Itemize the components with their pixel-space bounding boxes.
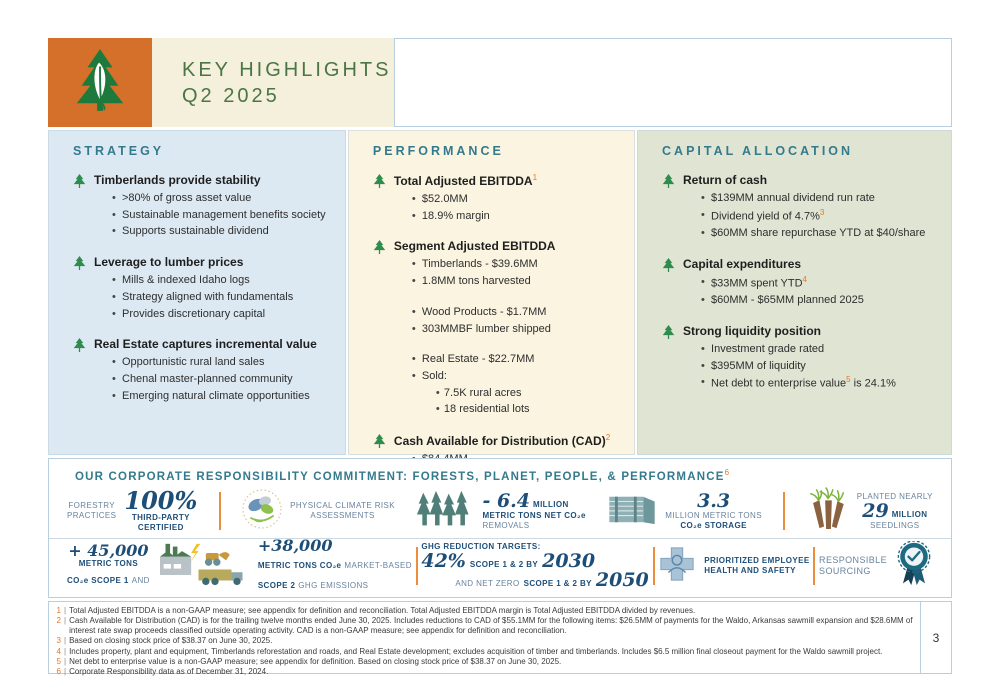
- orange-divider: [416, 547, 418, 585]
- bullet-item: • Sold: • 7.5K rural acres • 18 residential lots: [412, 368, 556, 418]
- tree-bullet-icon: [73, 255, 86, 322]
- item-title: Return of cash: [683, 173, 768, 187]
- footnote-number: 3: [56, 636, 61, 646]
- footnote-separator: |: [64, 656, 67, 666]
- bullet-item: • Wood Products - $1.7MM: [412, 304, 556, 321]
- footnote-ref-4: 4: [802, 274, 807, 284]
- bullet-list: [394, 191, 537, 224]
- seedlings-icon: [807, 487, 849, 536]
- footnote-number: 2: [56, 616, 61, 626]
- bullet-item: • Sustainable management benefits society: [112, 207, 326, 224]
- item-body: [683, 173, 925, 242]
- footnote-ref-2: 2: [605, 433, 611, 443]
- orange-divider: [783, 492, 785, 530]
- footnote: [53, 606, 914, 616]
- footnote-number: 6: [56, 666, 61, 676]
- responsibility-section: [48, 458, 952, 598]
- bullet-list: [94, 272, 293, 322]
- bullet-list: [394, 256, 556, 418]
- bullet-item: • >80% of gross asset value: [112, 190, 326, 207]
- footnote-ref-5: 5: [846, 375, 851, 385]
- highlight-columns: [48, 130, 952, 455]
- bullet-list: [94, 190, 326, 240]
- lumber-stack-icon: [607, 492, 657, 531]
- bullet-item: • $139MM annual dividend run rate: [701, 190, 925, 207]
- bullet-item: • 303MMBF lumber shipped: [412, 321, 556, 338]
- footnote-text: Net debt to enterprise value is a non-GAAP measure; see appendix for definition. Based on closing stock price of $38.37 on June 30, 2025.: [69, 656, 562, 666]
- footnote-number: 4: [56, 646, 61, 656]
- page-number: 3: [920, 602, 951, 673]
- bullet-item: • $395MM of liquidity: [701, 358, 896, 375]
- factory-truck-icon: [158, 542, 250, 591]
- item-title: Segment Adjusted EBITDDA: [393, 239, 556, 254]
- footnote: [53, 657, 914, 667]
- forestry-label: FORESTRY PRACTICES: [67, 501, 117, 521]
- footnote-list: [49, 602, 920, 676]
- bullet-item: • 18.9% margin: [412, 208, 537, 225]
- co2-removals-text: - 6.4 MILLION METRIC TONS NET CO₂e REMOVALS: [482, 489, 586, 530]
- highlight-item: [73, 173, 331, 240]
- item-title: Total Adjusted EBITDDA$^1$: [393, 173, 538, 188]
- badge-responsible-sourcing: [819, 541, 933, 592]
- bullet-item: • Opportunistic rural land sales: [112, 354, 317, 371]
- bullet-item: • 1.8MM tons harvested: [412, 273, 556, 290]
- seedlings-text: PLANTED NEARLY 29 MILLION SEEDLINGS: [856, 491, 933, 530]
- responsible-sourcing-text: RESPONSIBLE SOURCING: [819, 555, 887, 577]
- badge-co2-removals: [416, 489, 585, 534]
- item-title: Leverage to lumber prices: [94, 255, 244, 270]
- item-body: [94, 173, 326, 240]
- tree-bullet-icon: [373, 239, 386, 418]
- bullet-list: [683, 341, 896, 393]
- title-box: [152, 38, 394, 127]
- footnote-text: Total Adjusted EBITDDA is a non-GAAP measure; see appendix for definition and reconciliation. Total Adjusted EBITDDA margin is Total Adjusted EBITDDA divided by revenues.: [69, 606, 696, 615]
- bullet-list: [683, 190, 925, 242]
- orange-divider: [653, 547, 655, 585]
- bullet-item: • Chenal master-planned community: [112, 371, 317, 388]
- item-body: [683, 324, 896, 393]
- bullet-item: • Timberlands - $39.6MM: [412, 256, 556, 273]
- sub-bullet-item: • 7.5K rural acres: [436, 385, 556, 402]
- responsibility-title-text: OUR CORPORATE RESPONSIBILITY COMMITMENT: FORESTS, PLANET, PEOPLE, & PERFORMANCE: [75, 470, 725, 483]
- badge-co2-storage: [607, 489, 762, 531]
- footnote-separator: |: [64, 636, 67, 646]
- highlight-item: [662, 173, 937, 242]
- badge-employee-health: [658, 545, 809, 588]
- highlight-item: [373, 173, 620, 224]
- highlight-item: [73, 337, 331, 404]
- orange-divider: [219, 492, 221, 530]
- column-performance: [348, 130, 635, 455]
- footnote-text: Includes property, plant and equipment, Timberlands reforestation and roads, and Real Estate development; excludes acquisition of timber and timberlands. Includes $6.5 million final closeout payment for the Waldo sawmill project.: [69, 646, 883, 656]
- footnote-number: 5: [56, 656, 61, 666]
- badge-ghg-targets: [421, 542, 648, 590]
- footnote-text: Corporate Responsibility data as of December 31, 2024.: [69, 666, 269, 676]
- column-heading-performance: PERFORMANCE: [372, 144, 504, 158]
- bullet-item: • $52.0MM: [412, 191, 537, 208]
- bullet-item: • Emerging natural climate opportunities: [112, 388, 317, 405]
- footnote-text: Cash Available for Distribution (CAD) is for the trailing twelve months ended June 30, 2025. Includes reductions to CAD of $55.1MM for the following items: $26.5MM of payments for the Waldo, Arkansas sawmill expansion and $28.6MM of interest rate swap proceeds classified outside operating activity. CAD is a non-GAAP measure; see appendix for definition and reconciliation.: [69, 616, 913, 636]
- ghg-targets-text: GHG REDUCTION TARGETS: 42% SCOPE 1 & 2 BY 2030 AND NET ZERO SCOPE 1 & 2 BY 2050: [421, 542, 649, 592]
- responsibility-row-2: [49, 538, 951, 594]
- sub-bullet-list: [422, 385, 556, 418]
- item-body: [94, 255, 293, 322]
- bullet-item: • Strategy aligned with fundamentals: [112, 289, 293, 306]
- employee-health-text: PRIORITIZED EMPLOYEE HEALTH AND SAFETY: [704, 556, 810, 576]
- footnotes-section: [48, 601, 952, 674]
- header-spacer: [394, 38, 952, 127]
- bullet-item: • Dividend yield of 4.7%$^3$: [701, 207, 925, 225]
- climate-risk-text: PHYSICAL CLIMATE RISK ASSESSMENTS: [290, 501, 396, 521]
- bullet-item: • $33MM spent YTD$^4$: [701, 274, 864, 292]
- item-title: Strong liquidity position: [683, 323, 821, 338]
- footnote-separator: |: [64, 606, 67, 615]
- footnote-separator: |: [64, 616, 67, 626]
- badge-ghg-emissions: [67, 538, 412, 594]
- tree-bullet-icon: [662, 173, 675, 242]
- item-body: [94, 337, 317, 404]
- footnote-number: 1: [56, 606, 61, 615]
- item-title: Cash Available for Distribution (CAD)$^2$: [393, 433, 611, 449]
- highlight-item: [373, 239, 620, 418]
- leaves-hand-icon: [242, 489, 282, 534]
- tree-bullet-icon: [373, 173, 386, 224]
- forestry-certified-text: 100% THIRD-PARTY CERTIFIED: [124, 486, 198, 533]
- bullet-list: [94, 354, 317, 404]
- column-heading-capital-allocation: CAPITAL ALLOCATION: [662, 144, 854, 158]
- slide-subtitle: Q2 2025: [182, 84, 280, 107]
- tree-bullet-icon: [73, 173, 86, 240]
- footnote: [53, 616, 914, 636]
- badge-forestry-certified: [67, 486, 198, 533]
- badge-seedlings: [807, 487, 933, 536]
- responsibility-row-1: [49, 485, 951, 538]
- bullet-item: • Mills & indexed Idaho logs: [112, 272, 293, 289]
- column-capital-allocation: [637, 130, 952, 455]
- footnote-ref-1: 1: [532, 173, 538, 182]
- footnote: [53, 667, 914, 677]
- bullet-item: • Investment grade rated: [701, 341, 896, 358]
- orange-divider: [813, 547, 815, 585]
- highlight-item: [662, 257, 937, 309]
- header: [48, 38, 952, 127]
- footnote-separator: |: [64, 666, 67, 676]
- badge-climate-risk: [242, 489, 395, 534]
- tree-bullet-icon: [73, 337, 86, 404]
- sub-bullet-item: • 18 residential lots: [436, 401, 556, 418]
- footnote-ref-6: 6: [724, 468, 731, 477]
- forest-trees-icon: [416, 489, 474, 534]
- tree-bullet-icon: [662, 257, 675, 309]
- pine-tree-logo-icon: [71, 47, 129, 118]
- slide-title: KEY HIGHLIGHTS: [182, 58, 392, 81]
- scope1-text: + 45,000 METRIC TONS CO₂e SCOPE 1 AND: [67, 541, 150, 586]
- footnote: [53, 647, 914, 657]
- company-logo: [48, 38, 152, 127]
- bullet-item: • $60MM share repurchase YTD at $40/share: [701, 225, 925, 242]
- responsibility-title: [49, 459, 951, 485]
- column-heading-strategy: STRATEGY: [73, 144, 165, 158]
- footnote-text: Based on closing stock price of $38.37 on June 30, 2025.: [69, 636, 273, 646]
- bullet-item: • Supports sustainable dividend: [112, 223, 326, 240]
- tree-bullet-icon: [662, 324, 675, 393]
- footnote-ref-3: 3: [819, 207, 825, 217]
- award-ribbon-icon: [895, 541, 933, 592]
- highlight-item: [73, 255, 331, 322]
- bullet-item: • Real Estate - $22.7MM: [412, 351, 556, 368]
- co2-storage-text: 3.3 MILLION METRIC TONS CO₂e STORAGE: [665, 489, 762, 530]
- bullet-item: • $60MM - $65MM planned 2025: [701, 292, 864, 309]
- item-body: [394, 239, 556, 418]
- item-title: Capital expenditures: [683, 256, 802, 271]
- scope2-text: +38,000 METRIC TONS CO₂e MARKET-BASED SCOPE 2 GHG EMISSIONS: [257, 536, 412, 591]
- highlight-item: [662, 324, 937, 393]
- bullet-item: • Net debt to enterprise value$^5$ is 24.1%: [701, 374, 896, 392]
- footnote: [53, 636, 914, 646]
- item-body: [394, 173, 537, 224]
- bullet-list: [683, 274, 864, 309]
- footnote-separator: |: [64, 646, 67, 656]
- column-strategy: [48, 130, 346, 455]
- item-body: [683, 257, 864, 309]
- item-title: Timberlands provide stability: [94, 173, 261, 187]
- bullet-item: • Provides discretionary capital: [112, 306, 293, 323]
- item-title: Real Estate captures incremental value: [94, 337, 317, 352]
- medical-cross-icon: [658, 545, 696, 588]
